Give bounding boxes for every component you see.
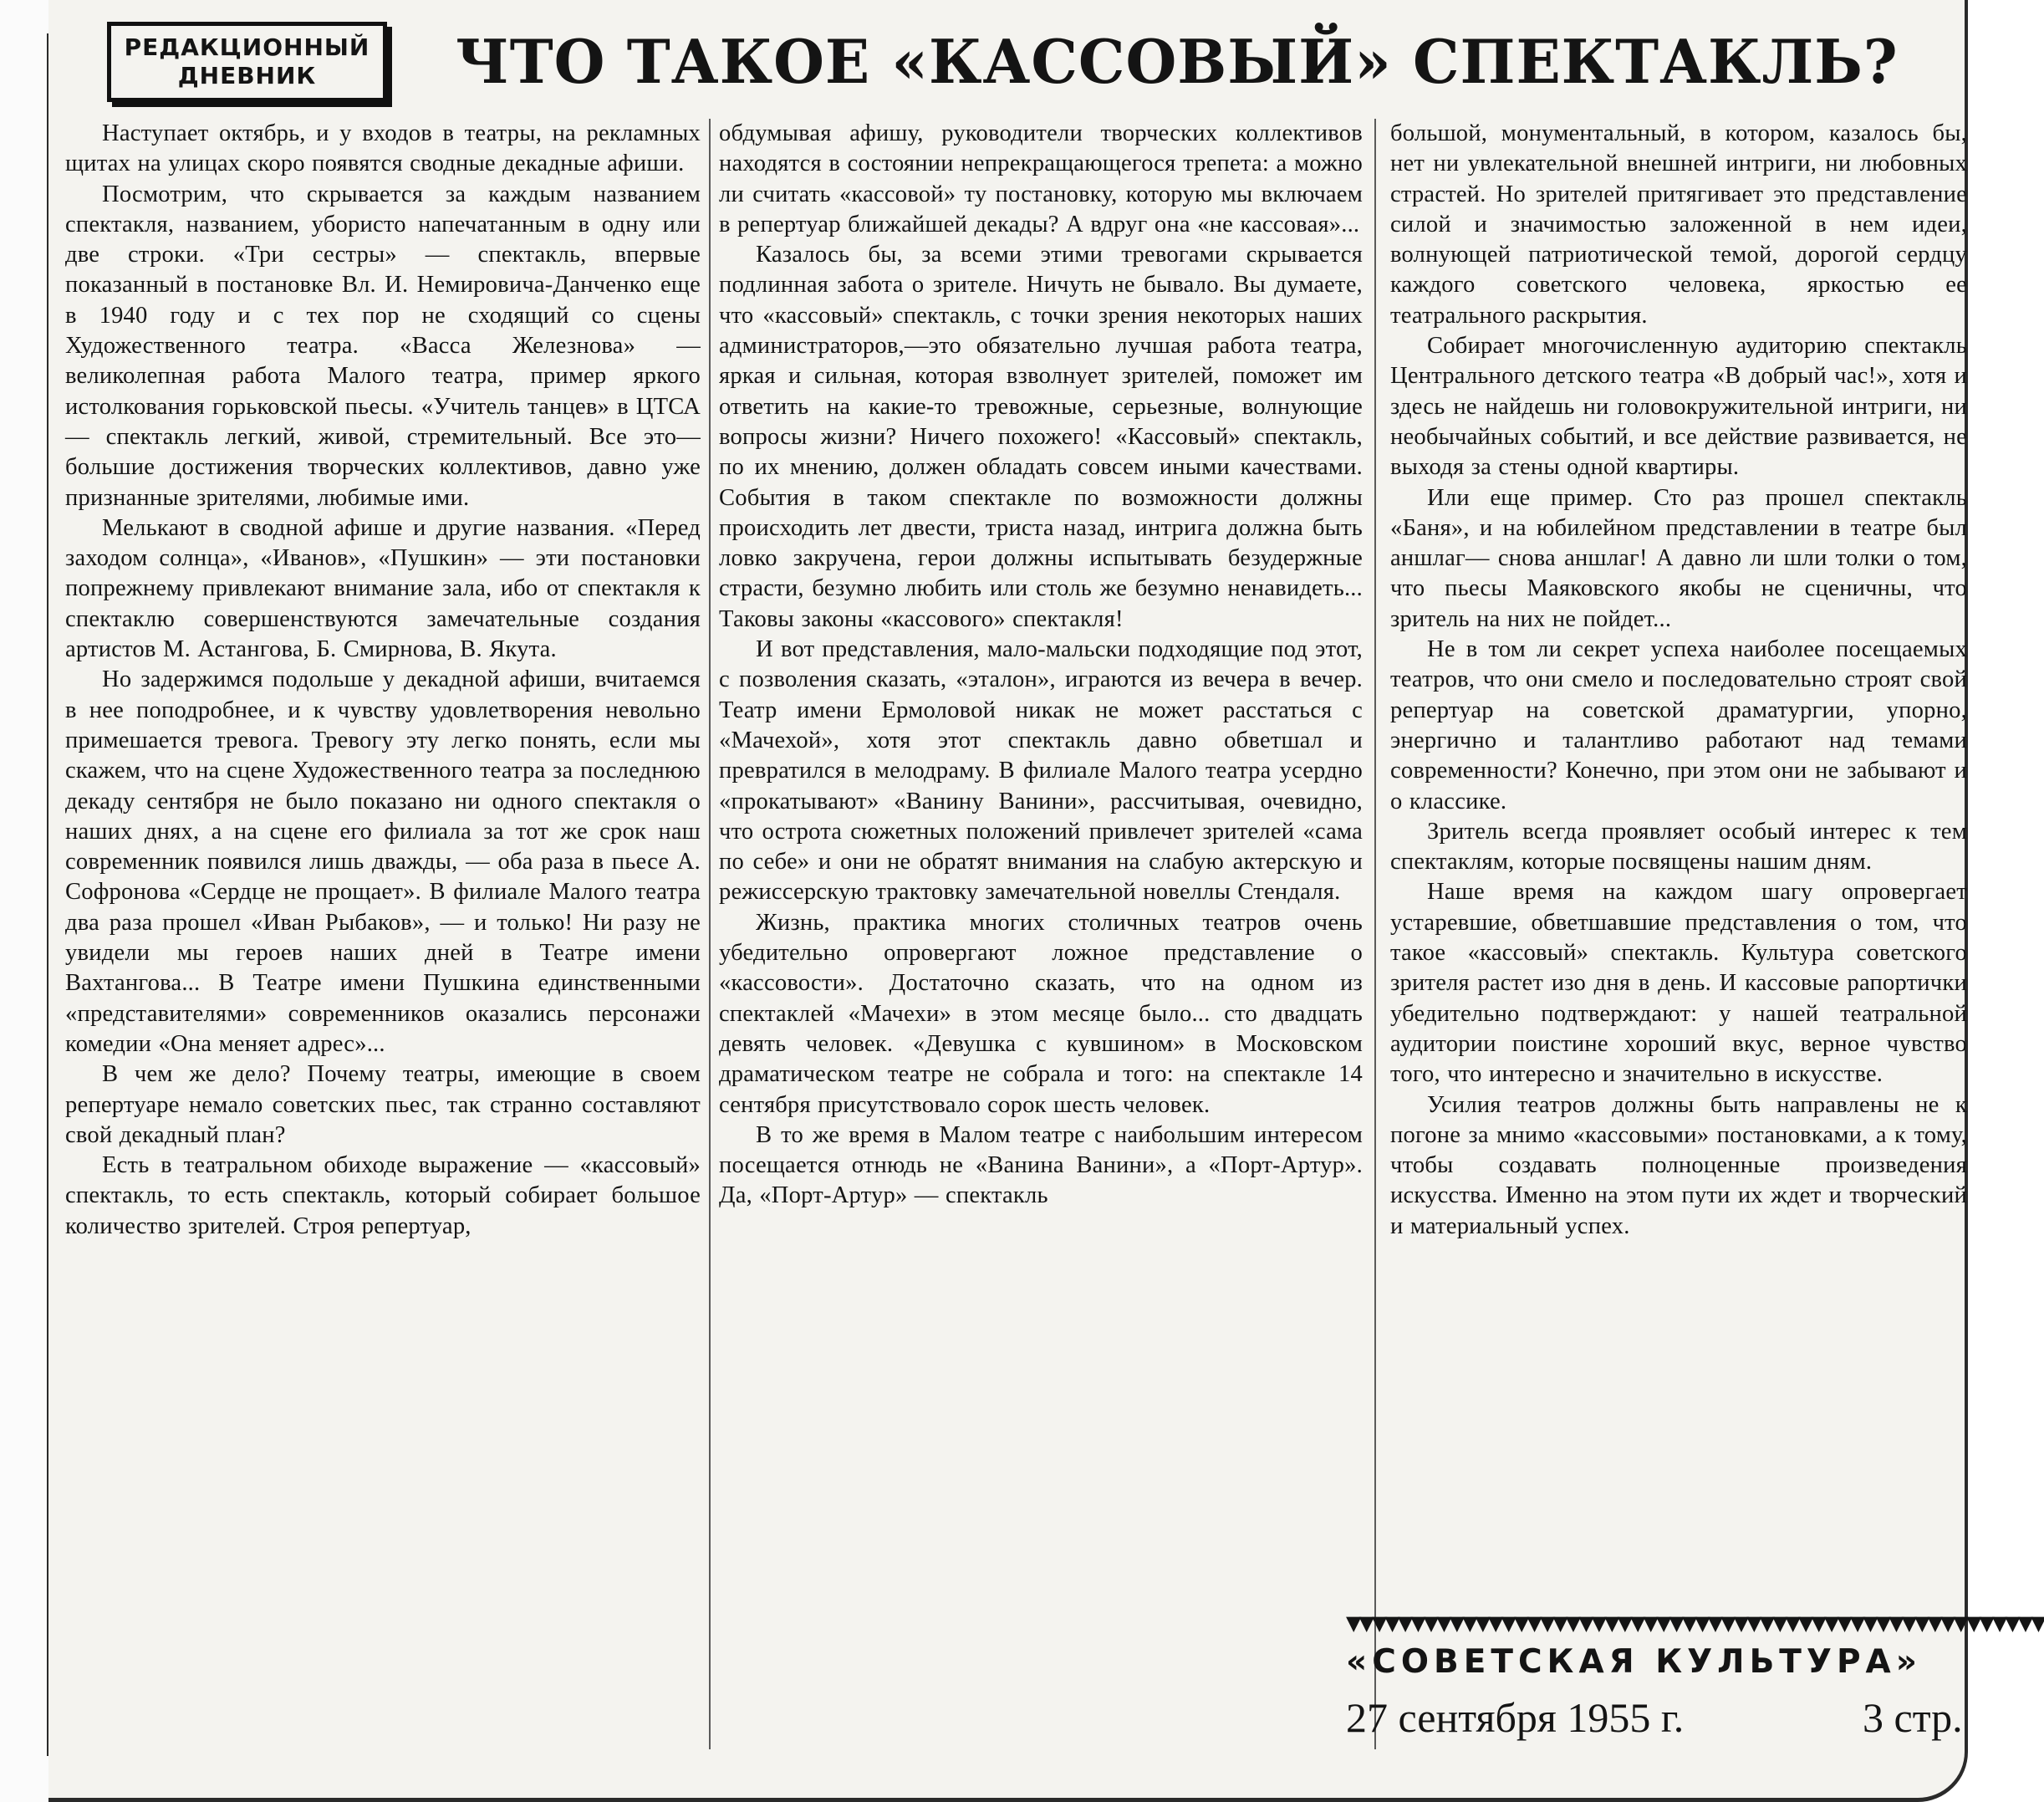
article-headline: ЧТО ТАКОЕ «КАССОВЫЙ» СПЕКТАКЛЬ? bbox=[456, 26, 1899, 97]
paragraph: И вот представления, мало-мальски подходящие под этот, с позволения сказать, «эталон», играются из вечера в вечер. Театр имени Ермоловой никак не может расстаться с «Мачехой», хотя этот спектакль давно обветшал и превратился в мелодраму. В филиале Малого театра усердно «прокатывают» «Ванину Ванини», рассчитывая, очевидно, что острота сюжетных положений привлечет зрителей «сама по себе» и они не обратят внимания на слабую актерскую и режиссерскую трактовку замечательной новеллы Стендаля. bbox=[719, 636, 1363, 906]
column-divider bbox=[709, 119, 711, 1749]
publication-date: 27 сентября 1955 г. bbox=[1346, 1694, 1685, 1741]
paragraph: Посмотрим, что скрывается за каждым названием спектакля, названием, убористо напечатанным в одну или две строки. «Три сестры» — спектакль, впервые показанный в постановке Вл. И. Немировича-Данченко еще в 1940 году и с тех пор не сходящий со сцены Художественного театра. «Васса Железнова» — великолепная работа Малого театра, пример яркого истолкования горьковской пьесы. «Учитель танцев» в ЦТСА — спектакль легкий, живой, стремительный. Все это—большие достижения творческих коллективов, давно уже признанные зрителями, любимые ими. bbox=[65, 181, 701, 511]
paragraph: Но задержимся подольше у декадной афиши, вчитаемся в нее поподробнее, и к чувству удовлетворения невольно примешается тревога. Тревогу эту легко понять, если мы скажем, что на сцене Художественного театра за последнюю декаду сентября не было показано ни одного спектакля о наших днях, а на сцене его филиала за тот же срок наш современник появился лишь дважды, — оба раза в пьесе А. Софронова «Сердце не прощает». В филиале Малого театра два раза прошел «Иван Рыбаков», — и только! Ни разу не увидели мы героев наших дней в Театре имени Вахтангова... В Театре имени Пушкина единственными «представителями» современников оказались персонажи комедии «Она меняет адрес»... bbox=[65, 666, 701, 1057]
rubric-line-2: ДНЕВНИК bbox=[177, 62, 317, 89]
paragraph: Есть в театральном обиходе выражение — «кассовый» спектакль, то есть спектакль, который собирает большое количество зрителей. Строя репертуар, bbox=[65, 1152, 701, 1239]
paragraph: Зритель всегда проявляет особый интерес к тем спектаклям, которые посвящены нашим дням. bbox=[1390, 818, 1967, 875]
paragraph: В то же время в Малом театре с наибольшим интересом посещается отнюдь не «Ванина Ванини», а «Порт-Артур». Да, «Порт-Артур» — спектакль bbox=[719, 1121, 1363, 1209]
paragraph: обдумывая афишу, руководители творческих коллективов находятся в состоянии непрекращающегося трепета: а можно ли считать «кассовой» ту постановку, которую мы включаем в репертуар ближайшей декады? А вдруг она «не кассовая»... bbox=[719, 120, 1363, 237]
paragraph: Собирает многочисленную аудиторию спектакль Центрального детского театра «В добрый час!», хотя и здесь не найдешь ни головокружительной интриги, ни необычайных событий, и все действие развивается, не выходя за стены одной квартиры. bbox=[1390, 333, 1967, 481]
ornament-divider: ▼▼▼▼▼▼▼▼▼▼▼▼▼▼▼▼▼▼▼▼▼▼▼▼▼▼▼▼▼▼▼▼▼▼▼▼▼▼▼▼▼▼▼▼▼▼▼▼▼▼▼▼▼▼ bbox=[1346, 1611, 2044, 1635]
paragraph: Не в том ли секрет успеха наиболее посещаемых театров, что они смело и последовательно строят свой репертуар на советской драматургии, упорно, энергично и талантливо работают над темами современности? Конечно, при этом они не забывают и о классике. bbox=[1390, 636, 1967, 814]
paragraph: Жизнь, практика многих столичных театров очень убедительно опровергают ложное представление о «кассовости». Достаточно сказать, что на одном из спектаклей «Мачехи» в этом месяце было... сто двадцать девять человек. «Девушка с кувшином» в Московском драматическом театре не собрала и того: на спектакле 14 сентября присутствовало сорок шесть человек. bbox=[719, 909, 1363, 1118]
column-divider bbox=[1374, 119, 1376, 1749]
page-left-edge bbox=[0, 0, 48, 1802]
source-newspaper: «СОВЕТСКАЯ КУЛЬТУРА» bbox=[1346, 1643, 1922, 1681]
paragraph: Наше время на каждом шагу опровергает устаревшие, обветшавшие представления о том, что такое «кассовый» спектакль. Культура советского зрителя растет изо дня в день. И кассовые рапортички убедительно подтверждают: у нашей театральной аудитории поистине хороший вкус, верное чувство того, что интересно и значительно в искусстве. bbox=[1390, 879, 1967, 1088]
paragraph: Или еще пример. Сто раз прошел спектакль «Баня», и на юбилейном представлении в театре был аншлаг— снова аншлаг! А давно ли шли толки о том, что пьесы Маяковского якобы не сценичны, что зритель на них не пойдет... bbox=[1390, 484, 1967, 632]
paragraph: В чем же дело? Почему театры, имеющие в своем репертуаре немало советских пьес, так странно составляют свой декадный план? bbox=[65, 1061, 701, 1148]
article-column-3 bbox=[1390, 119, 1967, 1590]
rubric-box bbox=[107, 22, 387, 102]
page-number: 3 стр. bbox=[1863, 1694, 1963, 1741]
rubric-line-1: РЕДАКЦИОННЫЙ bbox=[124, 33, 370, 61]
article-column-2 bbox=[719, 119, 1363, 1799]
paragraph: Мелькают в сводной афише и другие названия. «Перед заходом солнца», «Иванов», «Пушкин» — эти постановки попрежнему привлекают внимание зала, ибо от спектакля к спектаклю совершенствуются замечательные создания артистов М. Астангова, Б. Смирнова, В. Якута. bbox=[65, 514, 701, 663]
paragraph: Усилия театров должны быть направлены не к погоне за мнимо «кассовыми» постановками, а к тому, чтобы создавать полноценные произведения искусства. Именно на этом пути их ждет и творческий и материальный успех. bbox=[1390, 1091, 1967, 1239]
paragraph: большой, монументальный, в котором, казалось бы, нет ни увлекательной внешней интриги, ни любовных страстей. Но зрителей притягивает это представление силой и значимостью заложенной в нем идеи, волнующей патриотической темой, дорогой сердцу каждого советского человека, яркостью ее театрального раскрытия. bbox=[1390, 120, 1967, 329]
paragraph: Наступает октябрь, и у входов в театры, на рекламных щитах на улицах скоро появятся сводные декадные афиши. bbox=[65, 120, 701, 177]
article-column-1 bbox=[65, 119, 701, 1799]
paragraph: Казалось бы, за всеми этими тревогами скрывается подлинная забота о зрителе. Ничуть не бывало. Вы думаете, что «кассовый» спектакль, с точки зрения некоторых наших администраторов,—это обязательно лучшая работа театра, яркая и сильная, которая взволнует зрителей, поможет им ответить на какие-то тревожные, серьезные, волнующие вопросы жизни? Ничего похожего! «Кассовый» спектакль, по их мнению, должен обладать совсем иными качествами. События в таком спектакле по возможности должны происходить лет двести, триста назад, интрига должна быть ловко закручена, герои должны испытывать безудержные страсти, безумно любить или столь же безумно ненавидеть... Таковы законы «кассового» спектакля! bbox=[719, 242, 1363, 632]
